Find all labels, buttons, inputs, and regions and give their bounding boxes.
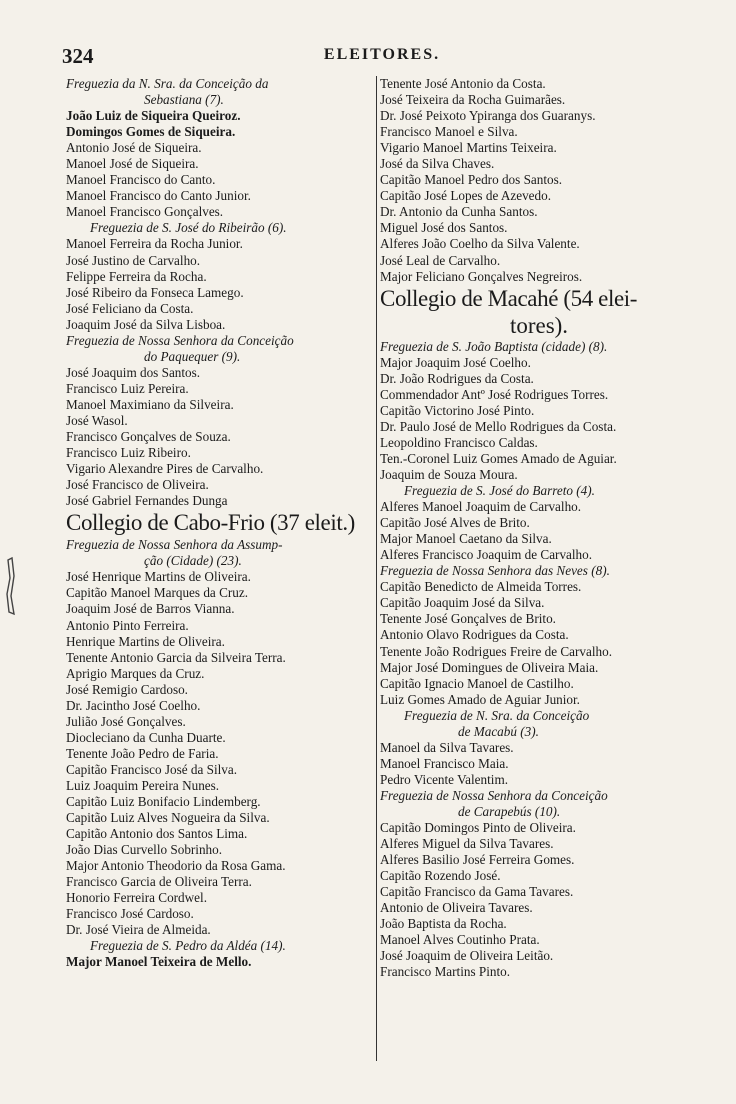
left-elector-line: Antonio Pinto Ferreira. [66,617,189,633]
right-elector-line: Major Feliciano Gonçalves Negreiros. [380,268,583,284]
right-elector-line: Capitão Domingos Pinto de Oliveira. [380,820,576,836]
left-elector-line: Francisco Luiz Pereira. [66,380,189,396]
right-elector-line: Capitão José Alves de Brito. [380,515,530,531]
right-elector-line: Capitão José Lopes de Azevedo. [380,188,552,204]
left-elector-line: Capitão Antonio dos Santos Lima. [66,826,248,842]
left-elector-line: Capitão Manoel Marques da Cruz. [66,585,249,601]
left-elector-line: Francisco Gonçalves de Souza. [66,429,231,445]
right-elector-line: Alferes Francisco Joaquim de Carvalho. [380,547,593,563]
left-elector-line: Manoel Francisco do Canto Junior. [66,188,251,204]
right-parish-heading: de Macabú (3). [458,723,539,739]
right-elector-line: Dr. João Rodrigues da Costa. [380,370,534,386]
left-parish-heading: ção (Cidade) (23). [144,553,242,569]
left-elector-line: José Justino de Carvalho. [66,252,201,268]
left-elector-line: Aprigio Marques da Cruz. [66,665,205,681]
left-elector-line: Vigario Alexandre Pires de Carvalho. [66,461,264,477]
left-elector-line: Honorio Ferreira Cordwel. [66,890,207,906]
right-elector-line: Dr. Paulo José de Mello Rodrigues da Costa. [380,418,617,434]
left-parish-heading: Freguezia da N. Sra. da Conceição da [66,76,269,91]
right-elector-line: Capitão Victorino José Pinto. [380,402,535,418]
right-elector-line: Ten.-Coronel Luiz Gomes Amado de Aguiar. [380,450,617,466]
right-elector-line: Capitão Joaquim José da Silva. [380,595,545,611]
left-elector-line: Joaquim José da Silva Lisboa. [66,316,226,332]
binding-mark-icon [2,556,20,616]
left-section-heading: Collegio de Cabo-Frio (37 eleit.) [66,510,355,536]
left-elector-line: Julião José Gonçalves. [66,713,186,729]
left-elector-line: Domingos Gomes de Siqueira. [66,124,236,140]
right-parish-heading: Freguezia de N. Sra. da Conceição [404,707,590,723]
left-parish-heading: Sebastiana (7). [144,92,224,108]
right-elector-line: João Baptista da Rocha. [380,916,507,932]
left-elector-line: Tenente Antonio Garcia da Silveira Terra. [66,649,286,665]
right-elector-line: Major José Domingues de Oliveira Maia. [380,659,599,675]
left-elector-line: José Joaquim dos Santos. [66,364,201,380]
right-elector-line: Major Joaquim José Coelho. [380,354,531,370]
left-elector-line: Dr. José Vieira de Almeida. [66,922,211,938]
right-parish-heading: Freguezia de Nossa Senhora das Neves (8). [380,563,610,579]
right-elector-line: Manoel da Silva Tavares. [380,739,514,755]
right-elector-line: Capitão Ignacio Manoel de Castilho. [380,675,574,691]
page-title: ELEITORES. [323,46,441,63]
left-elector-line: José Feliciano da Costa. [66,300,194,316]
column-divider [376,76,377,1061]
left-elector-line: José Ribeiro da Fonseca Lamego. [66,284,244,300]
right-parish-heading: Freguezia de Nossa Senhora da Conceição [380,787,608,803]
left-elector-line: João Dias Curvello Sobrinho. [66,842,223,858]
right-elector-line: Dr. Antonio da Cunha Santos. [380,204,538,220]
right-elector-line: Alferes João Coelho da Silva Valente. [380,236,580,252]
page-header [62,44,702,68]
right-elector-line: Francisco Manoel e Silva. [380,124,518,140]
left-elector-line: José Gabriel Fernandes Dunga [66,493,228,509]
left-elector-line: Felippe Ferreira da Rocha. [66,268,207,284]
right-elector-line: Capitão Manoel Pedro dos Santos. [380,172,563,188]
right-parish-heading: Freguezia de S. José do Barreto (4). [404,483,595,499]
left-elector-line: Manoel José de Siqueira. [66,156,199,172]
right-elector-line: Pedro Vicente Valentim. [380,771,509,787]
left-elector-line: José Remigio Cardoso. [66,681,188,697]
right-elector-line: José Leal de Carvalho. [380,252,501,268]
right-elector-line: Antonio de Oliveira Tavares. [380,900,533,916]
left-elector-line: Francisco Luiz Ribeiro. [66,445,191,461]
left-elector-line: Capitão Luiz Alves Nogueira da Silva. [66,810,270,826]
right-elector-line: Francisco Martins Pinto. [380,964,511,980]
left-elector-line: Diocleciano da Cunha Duarte. [66,729,226,745]
right-parish-heading: Freguezia de S. João Baptista (cidade) (8). [380,338,608,354]
right-elector-line: Vigario Manoel Martins Teixeira. [380,140,557,156]
left-elector-line: Luiz Joaquim Pereira Nunes. [66,777,220,793]
left-elector-line: João Luiz de Siqueira Queiroz. [66,108,241,124]
left-elector-line: Manoel Ferreira da Rocha Junior. [66,236,243,252]
right-elector-line: Dr. José Peixoto Ypiranga dos Guaranys. [380,108,596,124]
left-parish-heading: Freguezia de Nossa Senhora da Conceição [66,332,294,348]
left-column [66,76,374,971]
left-elector-line: Major Antonio Theodorio da Rosa Gama. [66,858,286,874]
right-elector-line: Tenente José Gonçalves de Brito. [380,611,556,627]
right-elector-line: Alferes Miguel da Silva Tavares. [380,836,554,852]
right-elector-line: Capitão Francisco da Gama Tavares. [380,884,574,900]
right-elector-line: José da Silva Chaves. [380,156,495,172]
right-elector-line: Capitão Benedicto de Almeida Torres. [380,579,582,595]
page-number: 324 [62,44,94,68]
left-elector-line: Antonio José de Siqueira. [66,140,202,156]
right-elector-line: Antonio Olavo Rodrigues da Costa. [380,627,569,643]
right-elector-line: Alferes Manoel Joaquim de Carvalho. [380,499,582,515]
right-section-heading: tores). [509,312,569,338]
right-elector-line: Capitão Rozendo José. [380,868,501,884]
left-parish-heading: Freguezia de Nossa Senhora da Assump- [66,537,283,553]
right-elector-line: Joaquim de Souza Moura. [380,466,518,482]
left-elector-line: Major Manoel Teixeira de Mello. [66,954,252,970]
right-elector-line: Miguel José dos Santos. [380,220,508,236]
right-elector-line: Luiz Gomes Amado de Aguiar Junior. [380,691,580,707]
right-parish-heading: de Carapebús (10). [458,803,561,819]
left-elector-line: Francisco José Cardoso. [66,906,194,922]
left-elector-line: Francisco Garcia de Oliveira Terra. [66,874,252,890]
right-elector-line: Major Manoel Caetano da Silva. [380,531,552,547]
left-elector-line: Tenente João Pedro de Faria. [66,745,219,761]
left-elector-line: Henrique Martins de Oliveira. [66,633,225,649]
left-elector-line: José Henrique Martins de Oliveira. [66,569,251,585]
right-elector-line: Leopoldino Francisco Caldas. [380,434,538,450]
left-elector-line: Dr. Jacintho José Coelho. [66,697,201,713]
right-elector-line: Manoel Francisco Maia. [380,755,509,771]
left-parish-heading: Freguezia de S. Pedro da Aldéa (14). [90,938,286,954]
right-column [380,76,698,980]
left-parish-heading: Freguezia de S. José do Ribeirão (6). [90,220,287,236]
right-elector-line: Commendador Antº José Rodrigues Torres. [380,386,609,402]
left-elector-line: Manoel Francisco Gonçalves. [66,204,224,220]
left-elector-line: Manoel Maximiano da Silveira. [66,396,234,412]
left-elector-line: José Wasol. [66,412,128,428]
left-elector-line: Joaquim José de Barros Vianna. [66,601,235,617]
right-elector-line: Manoel Alves Coutinho Prata. [380,932,540,948]
right-elector-line: Alferes Basilio José Ferreira Gomes. [380,852,575,868]
right-elector-line: José Joaquim de Oliveira Leitão. [380,948,554,964]
right-elector-line: Tenente João Rodrigues Freire de Carvalho. [380,643,612,659]
right-elector-line: Tenente José Antonio da Costa. [380,76,546,91]
left-elector-line: Manoel Francisco do Canto. [66,172,216,188]
right-elector-line: José Teixeira da Rocha Guimarães. [380,92,566,108]
left-elector-line: Capitão Luiz Bonifacio Lindemberg. [66,794,261,810]
left-elector-line: José Francisco de Oliveira. [66,477,209,493]
left-elector-line: Capitão Francisco José da Silva. [66,761,238,777]
left-parish-heading: do Paquequer (9). [144,348,241,364]
right-section-heading: Collegio de Macahé (54 elei- [380,285,638,311]
